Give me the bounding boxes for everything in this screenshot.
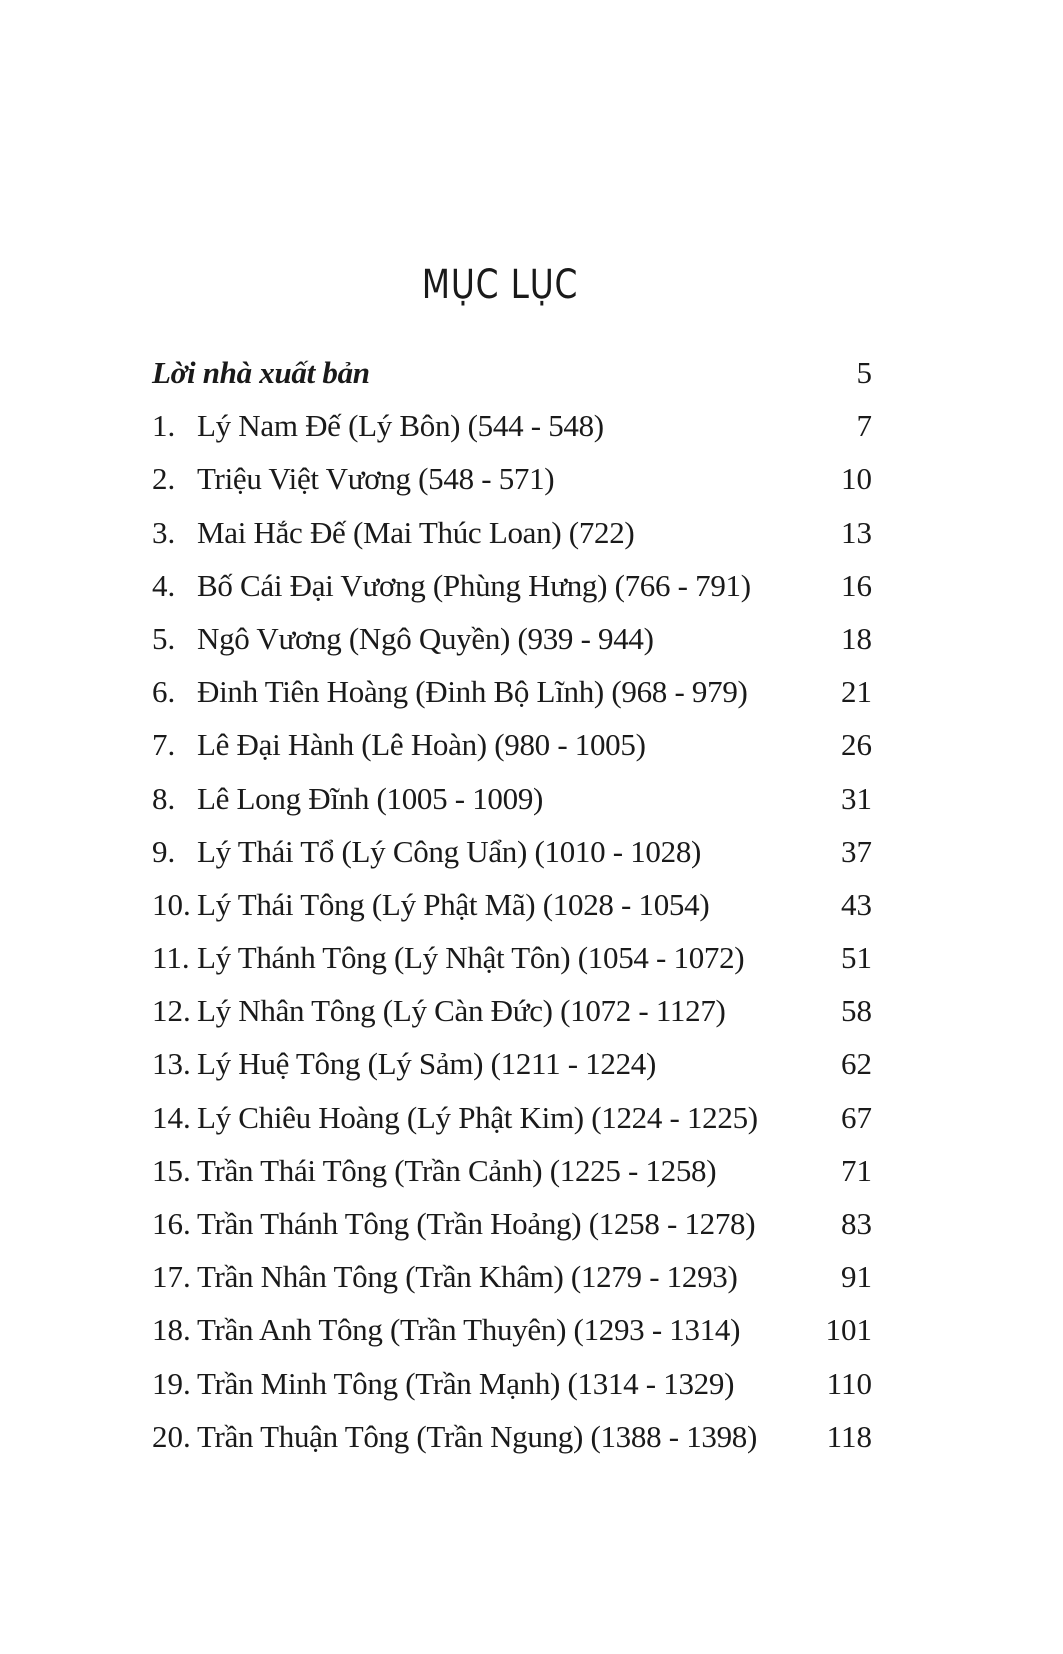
toc-entry-title: Lê Long Đĩnh (1005 - 1009) [197,780,544,816]
toc-entry-title: Trần Nhân Tông (Trần Khâm) (1279 - 1293) [197,1259,738,1295]
toc-entry-number: 4. [152,567,176,603]
toc-entry[interactable] [152,506,872,559]
toc-entry[interactable] [152,1197,872,1250]
toc-entry[interactable] [152,1091,872,1144]
toc-entry-number: 13. [152,1046,191,1082]
toc-entry-number: 2. [152,461,176,497]
toc-entry-number: 7. [152,727,176,763]
toc-entry[interactable] [152,399,872,452]
toc-entry[interactable] [152,772,872,825]
toc-entry-title: Đinh Tiên Hoàng (Đinh Bộ Lĩnh) (968 - 979) [197,674,748,710]
toc-entry-title: Lý Thái Tông (Lý Phật Mã) (1028 - 1054) [197,886,710,922]
page-title: MỤC LỤC [421,262,579,308]
toc-entry-page: 62 [841,1046,872,1082]
toc-entry-number: 12. [152,993,191,1029]
toc-entry[interactable] [152,718,872,771]
toc-entry-number: 6. [152,674,176,710]
toc-entry-title: Trần Thái Tông (Trần Cảnh) (1225 - 1258) [197,1152,717,1188]
toc-entry[interactable] [152,612,872,665]
toc-entry-title: Trần Anh Tông (Trần Thuyên) (1293 - 1314) [197,1312,741,1348]
toc-entry[interactable] [152,452,872,505]
toc-entry[interactable] [152,559,872,612]
toc-entry-title: Mai Hắc Đế (Mai Thúc Loan) (722) [197,514,635,550]
toc-entry[interactable] [152,931,872,984]
toc-entry-page: 16 [841,567,872,603]
toc-entry[interactable] [152,1037,872,1090]
toc-entry-page: 101 [825,1312,872,1348]
toc-entry-title: Triệu Việt Vương (548 - 571) [197,461,555,497]
toc-entry-number: 10. [152,886,191,922]
toc-entry-title: Ngô Vương (Ngô Quyền) (939 - 944) [197,620,654,656]
toc-entry-page: 18 [841,620,872,656]
toc-entry-title: Lý Thái Tổ (Lý Công Uẩn) (1010 - 1028) [197,833,702,869]
toc-entry-number: 15. [152,1152,191,1188]
toc-entry-page: 58 [841,993,872,1029]
toc-entry-page: 37 [841,833,872,869]
toc-entry-page: 83 [841,1206,872,1241]
toc-entry-number: 20. [152,1418,191,1454]
toc-entry-number: 17. [152,1259,191,1295]
toc-entry-page: 118 [826,1418,872,1454]
toc-entry-title: Lý Chiêu Hoàng (Lý Phật Kim) (1224 - 1225) [197,1099,758,1135]
toc-entry-number: 1. [152,408,176,444]
toc-entry-number: 3. [152,514,176,550]
toc-entry-number: 9. [152,833,176,869]
toc-entry-title: Bố Cái Đại Vương (Phùng Hưng) (766 - 791) [197,567,751,603]
toc-entry-page: 31 [841,780,872,816]
toc-entry[interactable] [152,1410,872,1463]
toc-entry-page: 7 [856,408,872,444]
toc-entry-title: Trần Minh Tông (Trần Mạnh) (1314 - 1329) [197,1365,735,1401]
toc-entry-preface[interactable] [152,346,872,399]
toc-entry[interactable] [152,1303,872,1356]
toc-entry-page: 91 [841,1259,872,1295]
toc-entry-number: 18. [152,1312,191,1348]
toc-entry-title: Lý Thánh Tông (Lý Nhật Tôn) (1054 - 1072) [197,940,745,976]
toc-entry-number: 19. [152,1365,191,1401]
toc-entry-title: Lý Huệ Tông (Lý Sảm) (1211 - 1224) [197,1046,657,1082]
toc-entry[interactable] [152,1144,872,1197]
toc-entry-number: 5. [152,620,176,656]
toc-entry-page: 13 [841,514,872,550]
toc-entry-title: Trần Thuận Tông (Trần Ngung) (1388 - 1398) [197,1418,758,1454]
toc-entry[interactable] [152,665,872,718]
toc-entry-title: Lời nhà xuất bản [152,355,370,390]
toc-entry-title: Trần Thánh Tông (Trần Hoảng) (1258 - 1278) [197,1206,756,1241]
toc-entry-number: 8. [152,780,176,816]
table-of-contents [152,346,872,1463]
toc-entry-page: 26 [841,727,872,763]
toc-entry-page: 43 [841,886,872,922]
toc-entry-page: 5 [856,355,872,390]
toc-entry[interactable] [152,878,872,931]
toc-entry-title: Lý Nhân Tông (Lý Càn Đức) (1072 - 1127) [197,993,726,1029]
toc-entry[interactable] [152,825,872,878]
toc-entry-title: Lý Nam Đế (Lý Bôn) (544 - 548) [197,408,604,444]
toc-entry-number: 11. [152,940,190,976]
toc-entry-number: 14. [152,1099,191,1135]
toc-entry-page: 51 [841,940,872,976]
toc-entry-number: 16. [152,1206,191,1241]
toc-entry[interactable] [152,1250,872,1303]
toc-entry-page: 110 [826,1365,872,1401]
toc-entry-page: 21 [841,674,872,710]
toc-entry-page: 10 [841,461,872,497]
toc-entry-title: Lê Đại Hành (Lê Hoàn) (980 - 1005) [197,727,646,763]
toc-entry[interactable] [152,1357,872,1410]
toc-entry[interactable] [152,984,872,1037]
toc-entry-page: 71 [841,1152,872,1188]
toc-entry-page: 67 [841,1099,872,1135]
